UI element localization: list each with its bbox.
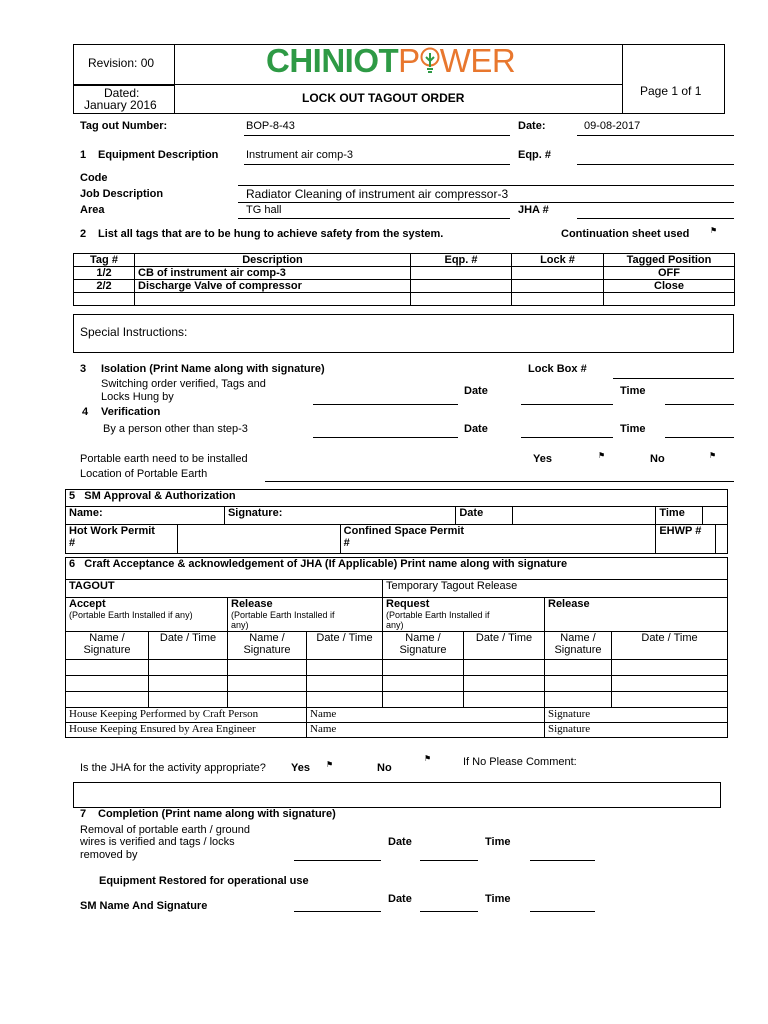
date-label: Date:: [518, 120, 546, 132]
code-label: Code: [80, 172, 108, 184]
jha-no-checkbox[interactable]: ⚑: [424, 754, 432, 763]
tags-heading: List all tags that are to be hung to achieve safety from the system.: [98, 228, 444, 240]
col-lock: Lock #: [512, 254, 604, 267]
eq-desc-num: 1: [80, 149, 87, 161]
tag-out-label: Tag out Number:: [80, 120, 168, 132]
cell[interactable]: [66, 692, 149, 708]
cell[interactable]: [307, 692, 383, 708]
jha-yes: Yes: [291, 762, 310, 774]
date-value[interactable]: 09-08-2017: [584, 120, 641, 132]
col-tag: Tag #: [74, 254, 135, 267]
cell[interactable]: [149, 692, 228, 708]
cell[interactable]: [66, 660, 149, 676]
cell[interactable]: [604, 293, 735, 306]
jha-yes-checkbox[interactable]: ⚑: [326, 760, 334, 769]
form-title: LOCK OUT TAGOUT ORDER: [302, 91, 465, 105]
earth-yes: Yes: [533, 453, 552, 465]
company-logo: [266, 42, 515, 78]
cell[interactable]: Close: [604, 280, 735, 293]
table-row: [74, 267, 735, 280]
hot-work-label: Hot Work Permit: [69, 525, 155, 537]
removal-line3: removed by: [80, 849, 138, 861]
isolation-num: 3: [80, 363, 87, 375]
cell[interactable]: [612, 660, 728, 676]
continuation-label: Continuation sheet used: [561, 228, 690, 240]
cell[interactable]: [135, 293, 411, 306]
sm-name-signature-label: SM Name And Signature: [80, 900, 208, 912]
cell[interactable]: [411, 280, 512, 293]
restored-date: Date: [388, 893, 412, 905]
accept-note: (Portable Earth Installed if any): [69, 610, 193, 620]
cell[interactable]: [612, 692, 728, 708]
jha-question: Is the JHA for the activity appropriate?: [80, 762, 266, 774]
page-number: Page 1 of 1: [640, 84, 702, 98]
confined-cell[interactable]: [340, 525, 656, 554]
request-label: Request: [386, 598, 430, 610]
cell[interactable]: [464, 676, 545, 692]
sm-time: Time: [656, 507, 703, 524]
craft-table: [65, 557, 728, 738]
cell[interactable]: CB of instrument air comp-3: [135, 267, 411, 280]
job-label: Job Description: [80, 188, 164, 200]
dated-value: January 2016: [84, 98, 157, 112]
jha-if-no: If No Please Comment:: [463, 756, 577, 768]
ehwp-cell[interactable]: [656, 525, 728, 554]
sm-heading: SM Approval & Authorization: [84, 490, 236, 502]
sm-name[interactable]: Name:: [66, 507, 225, 525]
earth-yes-checkbox[interactable]: ⚑: [598, 451, 606, 460]
earth-location-text: Location of Portable Earth: [80, 468, 208, 480]
date-time-1: Date / Time: [149, 632, 228, 660]
restored-time: Time: [485, 893, 511, 905]
cell[interactable]: [612, 676, 728, 692]
col-eqp: Eqp. #: [411, 254, 512, 267]
date-time-4: Date / Time: [612, 632, 728, 660]
sm-num: 5: [69, 490, 76, 502]
cell[interactable]: [149, 676, 228, 692]
table-row: [66, 676, 728, 692]
cell[interactable]: [545, 692, 612, 708]
jha-label: JHA #: [518, 204, 549, 216]
sm-time-cell[interactable]: [656, 507, 728, 525]
cell[interactable]: [464, 692, 545, 708]
hot-work-value[interactable]: [178, 525, 341, 554]
release-note: (Portable Earth Installed if: [231, 610, 335, 620]
sm-date-value[interactable]: [513, 507, 656, 525]
name-sig-1: Name / Signature: [66, 632, 149, 660]
cell[interactable]: [464, 660, 545, 676]
cell[interactable]: 2/2: [74, 280, 135, 293]
eq-desc-value[interactable]: Instrument air comp-3: [246, 149, 353, 161]
tagout-label: TAGOUT: [66, 580, 383, 598]
completion-time: Time: [485, 836, 511, 848]
completion-date: Date: [388, 836, 412, 848]
col-description: Description: [135, 254, 411, 267]
hk-area-signature[interactable]: Signature: [545, 723, 728, 738]
cell[interactable]: [545, 660, 612, 676]
restored-label: Equipment Restored for operational use: [99, 875, 309, 887]
release-label: Release: [231, 598, 273, 610]
cell[interactable]: [228, 692, 307, 708]
page-cell: [622, 44, 725, 114]
cell[interactable]: OFF: [604, 267, 735, 280]
cell[interactable]: [383, 660, 464, 676]
cell[interactable]: [411, 267, 512, 280]
eq-desc-label: Equipment Description: [98, 149, 219, 161]
sm-date: Date: [456, 507, 513, 525]
removal-line1: Removal of portable earth / ground: [80, 824, 250, 836]
cell[interactable]: [411, 293, 512, 306]
cell[interactable]: [512, 280, 604, 293]
hot-work-hash: #: [69, 537, 76, 549]
hk-craft-name[interactable]: Name: [307, 708, 545, 723]
cell[interactable]: [307, 660, 383, 676]
name-sig-2: Name / Signature: [228, 632, 307, 660]
cell[interactable]: [383, 676, 464, 692]
isolation-date: Date: [464, 385, 488, 397]
lockbox-label: Lock Box #: [528, 363, 587, 375]
cell[interactable]: [66, 676, 149, 692]
area-label: Area: [80, 204, 105, 216]
cell[interactable]: [512, 267, 604, 280]
table-row: [66, 692, 728, 708]
request-cell: [383, 598, 545, 632]
cell[interactable]: 1/2: [74, 267, 135, 280]
by-person-text: By a person other than step-3: [103, 423, 248, 435]
table-row: [74, 293, 735, 306]
release-note-any: any): [231, 620, 249, 630]
continuation-checkbox[interactable]: ⚑: [710, 226, 718, 235]
special-label: Special Instructions:: [80, 325, 188, 339]
hk-craft-signature[interactable]: Signature: [545, 708, 728, 723]
jha-no: No: [377, 762, 392, 774]
brand-left: CHINIOT: [266, 42, 399, 79]
craft-heading: Craft Acceptance & acknowledgement of JHA (If Applicable) Print name along with signature: [84, 558, 568, 570]
tags-table: [73, 253, 735, 306]
eqp-label: Eqp. #: [518, 149, 552, 161]
hot-work-cell[interactable]: [66, 525, 178, 554]
confined-hash: #: [343, 537, 350, 549]
verification-time: Time: [620, 423, 646, 435]
earth-no-checkbox[interactable]: ⚑: [709, 451, 717, 460]
hk-craft-label: House Keeping Performed by Craft Person: [66, 708, 307, 723]
completion-heading: Completion (Print name along with signature): [98, 808, 336, 820]
verification-date: Date: [464, 423, 488, 435]
temp-release-label: Temporary Tagout Release: [383, 580, 728, 598]
ehwp-label: EHWP #: [656, 525, 716, 553]
area-value[interactable]: TG hall: [246, 204, 282, 216]
table-row: [74, 280, 735, 293]
cell[interactable]: [545, 676, 612, 692]
brand-p: P: [398, 42, 420, 79]
craft-num: 6: [69, 558, 76, 570]
table-row: [66, 660, 728, 676]
switching-line1: Switching order verified, Tags and: [101, 378, 266, 390]
name-sig-3: Name / Signature: [383, 632, 464, 660]
request-note-any: any): [386, 620, 404, 630]
date-time-3: Date / Time: [464, 632, 545, 660]
cell[interactable]: Discharge Valve of compressor: [135, 280, 411, 293]
name-sig-4: Name / Signature: [545, 632, 612, 660]
verification-heading: Verification: [101, 406, 161, 418]
sm-signature[interactable]: Signature:: [224, 507, 455, 525]
confined-label: Confined Space Permit: [343, 525, 465, 537]
tags-num: 2: [80, 228, 87, 240]
earth-no: No: [650, 453, 665, 465]
sm-approval-table: [65, 489, 728, 554]
cell[interactable]: [307, 676, 383, 692]
accept-label: Accept: [69, 598, 106, 610]
jha-comment-box[interactable]: [73, 782, 721, 808]
release-cell: [228, 598, 383, 632]
bulb-icon: [420, 45, 440, 71]
request-note: (Portable Earth Installed if: [386, 610, 490, 620]
completion-num: 7: [80, 808, 87, 820]
col-tagged-position: Tagged Position: [604, 254, 735, 267]
isolation-time: Time: [620, 385, 646, 397]
switching-line2: Locks Hung by: [101, 391, 174, 403]
cell[interactable]: [512, 293, 604, 306]
cell[interactable]: [228, 660, 307, 676]
removal-line2: wires is verified and tags / locks: [80, 836, 235, 848]
revision-text: Revision: 00: [88, 56, 155, 70]
hk-area-label: House Keeping Ensured by Area Engineer: [66, 723, 307, 738]
accept-cell: [66, 598, 228, 632]
brand-right: WER: [439, 42, 516, 79]
earth-need-text: Portable earth need to be installed: [80, 453, 248, 465]
verification-num: 4: [82, 406, 89, 418]
tag-out-value[interactable]: BOP-8-43: [246, 120, 295, 132]
cell[interactable]: [74, 293, 135, 306]
cell[interactable]: [149, 660, 228, 676]
dated-label: Dated:: [104, 86, 140, 100]
job-value[interactable]: Radiator Cleaning of instrument air compressor-3: [246, 187, 509, 201]
date-time-2: Date / Time: [307, 632, 383, 660]
cell[interactable]: [383, 692, 464, 708]
hk-area-name[interactable]: Name: [307, 723, 545, 738]
release2-label: Release: [545, 598, 728, 632]
isolation-heading: Isolation (Print Name along with signature): [101, 363, 325, 375]
cell[interactable]: [228, 676, 307, 692]
